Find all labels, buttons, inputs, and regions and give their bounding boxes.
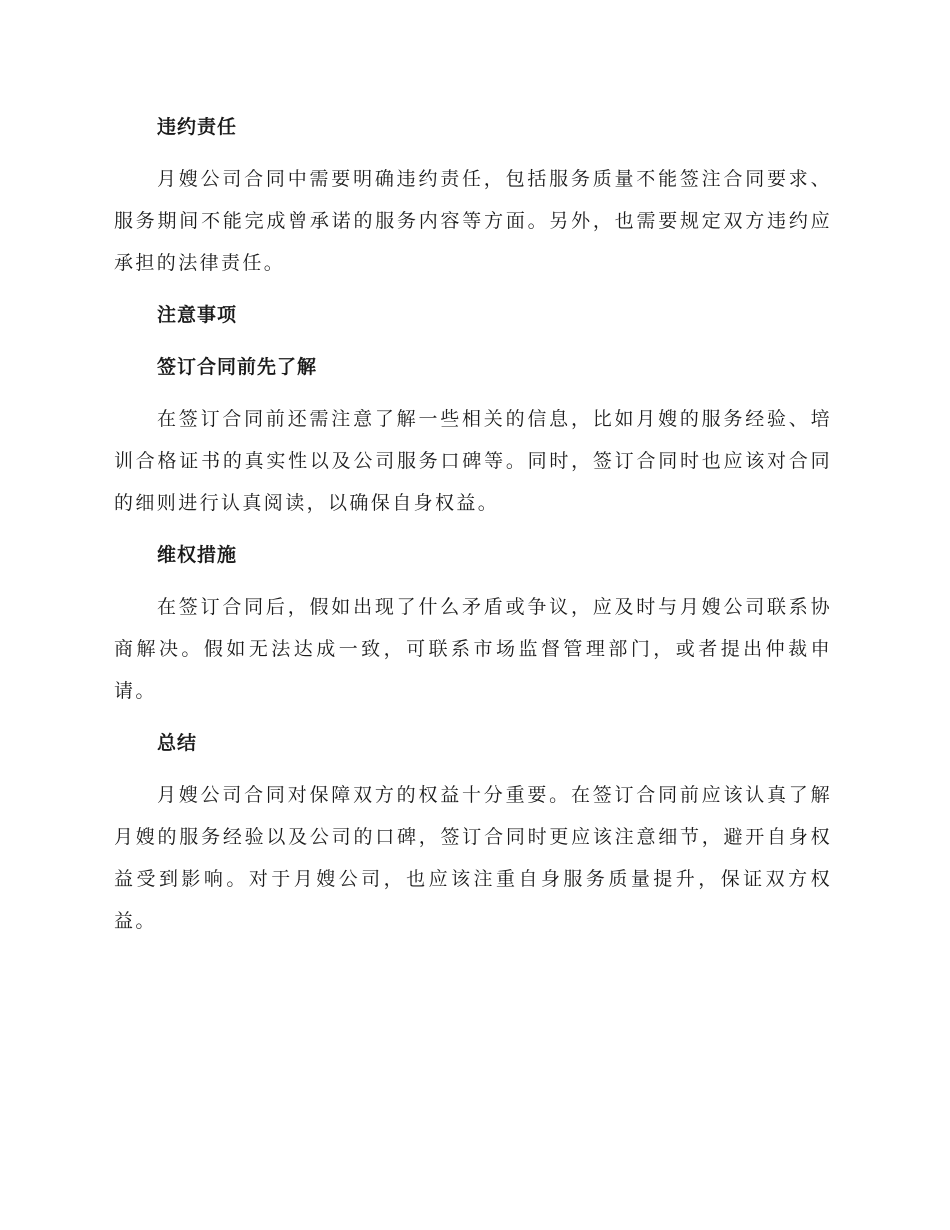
section-heading-summary: 总结	[157, 732, 198, 754]
spacer	[114, 576, 832, 586]
section-heading-rights-protection: 维权措施	[157, 544, 238, 566]
section-heading-know-before-signing: 签订合同前先了解	[157, 356, 318, 378]
section-paragraph-breach-liability: 月嫂公司合同中需要明确违约责任，包括服务质量不能签注合同要求、服务期间不能完成曾承诺的服务内容等方面。另外，也需要规定双方违约应承担的法律责任。	[114, 168, 832, 274]
section-paragraph-summary: 月嫂公司合同对保障双方的权益十分重要。在签订合同前应该认真了解月嫂的服务经验以及公司的口碑，签订合同时更应该注意细节，避开自身权益受到影响。对于月嫂公司，也应该注重自身服务质量提升，保证双方权益。	[114, 784, 832, 932]
section-paragraph-rights-protection: 在签订合同后，假如出现了什么矛盾或争议，应及时与月嫂公司联系协商解决。假如无法达成一致，可联系市场监督管理部门，或者提出仲裁申请。	[114, 596, 832, 702]
spacer	[114, 284, 832, 294]
section-paragraph-know-before-signing: 在签订合同前还需注意了解一些相关的信息，比如月嫂的服务经验、培训合格证书的真实性以及公司服务口碑等。同时，签订合同时也应该对合同的细则进行认真阅读，以确保自身权益。	[114, 408, 832, 514]
section-heading-notes: 注意事项	[157, 304, 238, 326]
section-heading-breach-liability: 违约责任	[157, 116, 238, 138]
document-body	[114, 106, 832, 942]
spacer	[114, 148, 832, 158]
spacer	[114, 388, 832, 398]
spacer	[114, 764, 832, 774]
spacer	[114, 712, 832, 722]
spacer	[114, 524, 832, 534]
spacer	[114, 336, 832, 346]
